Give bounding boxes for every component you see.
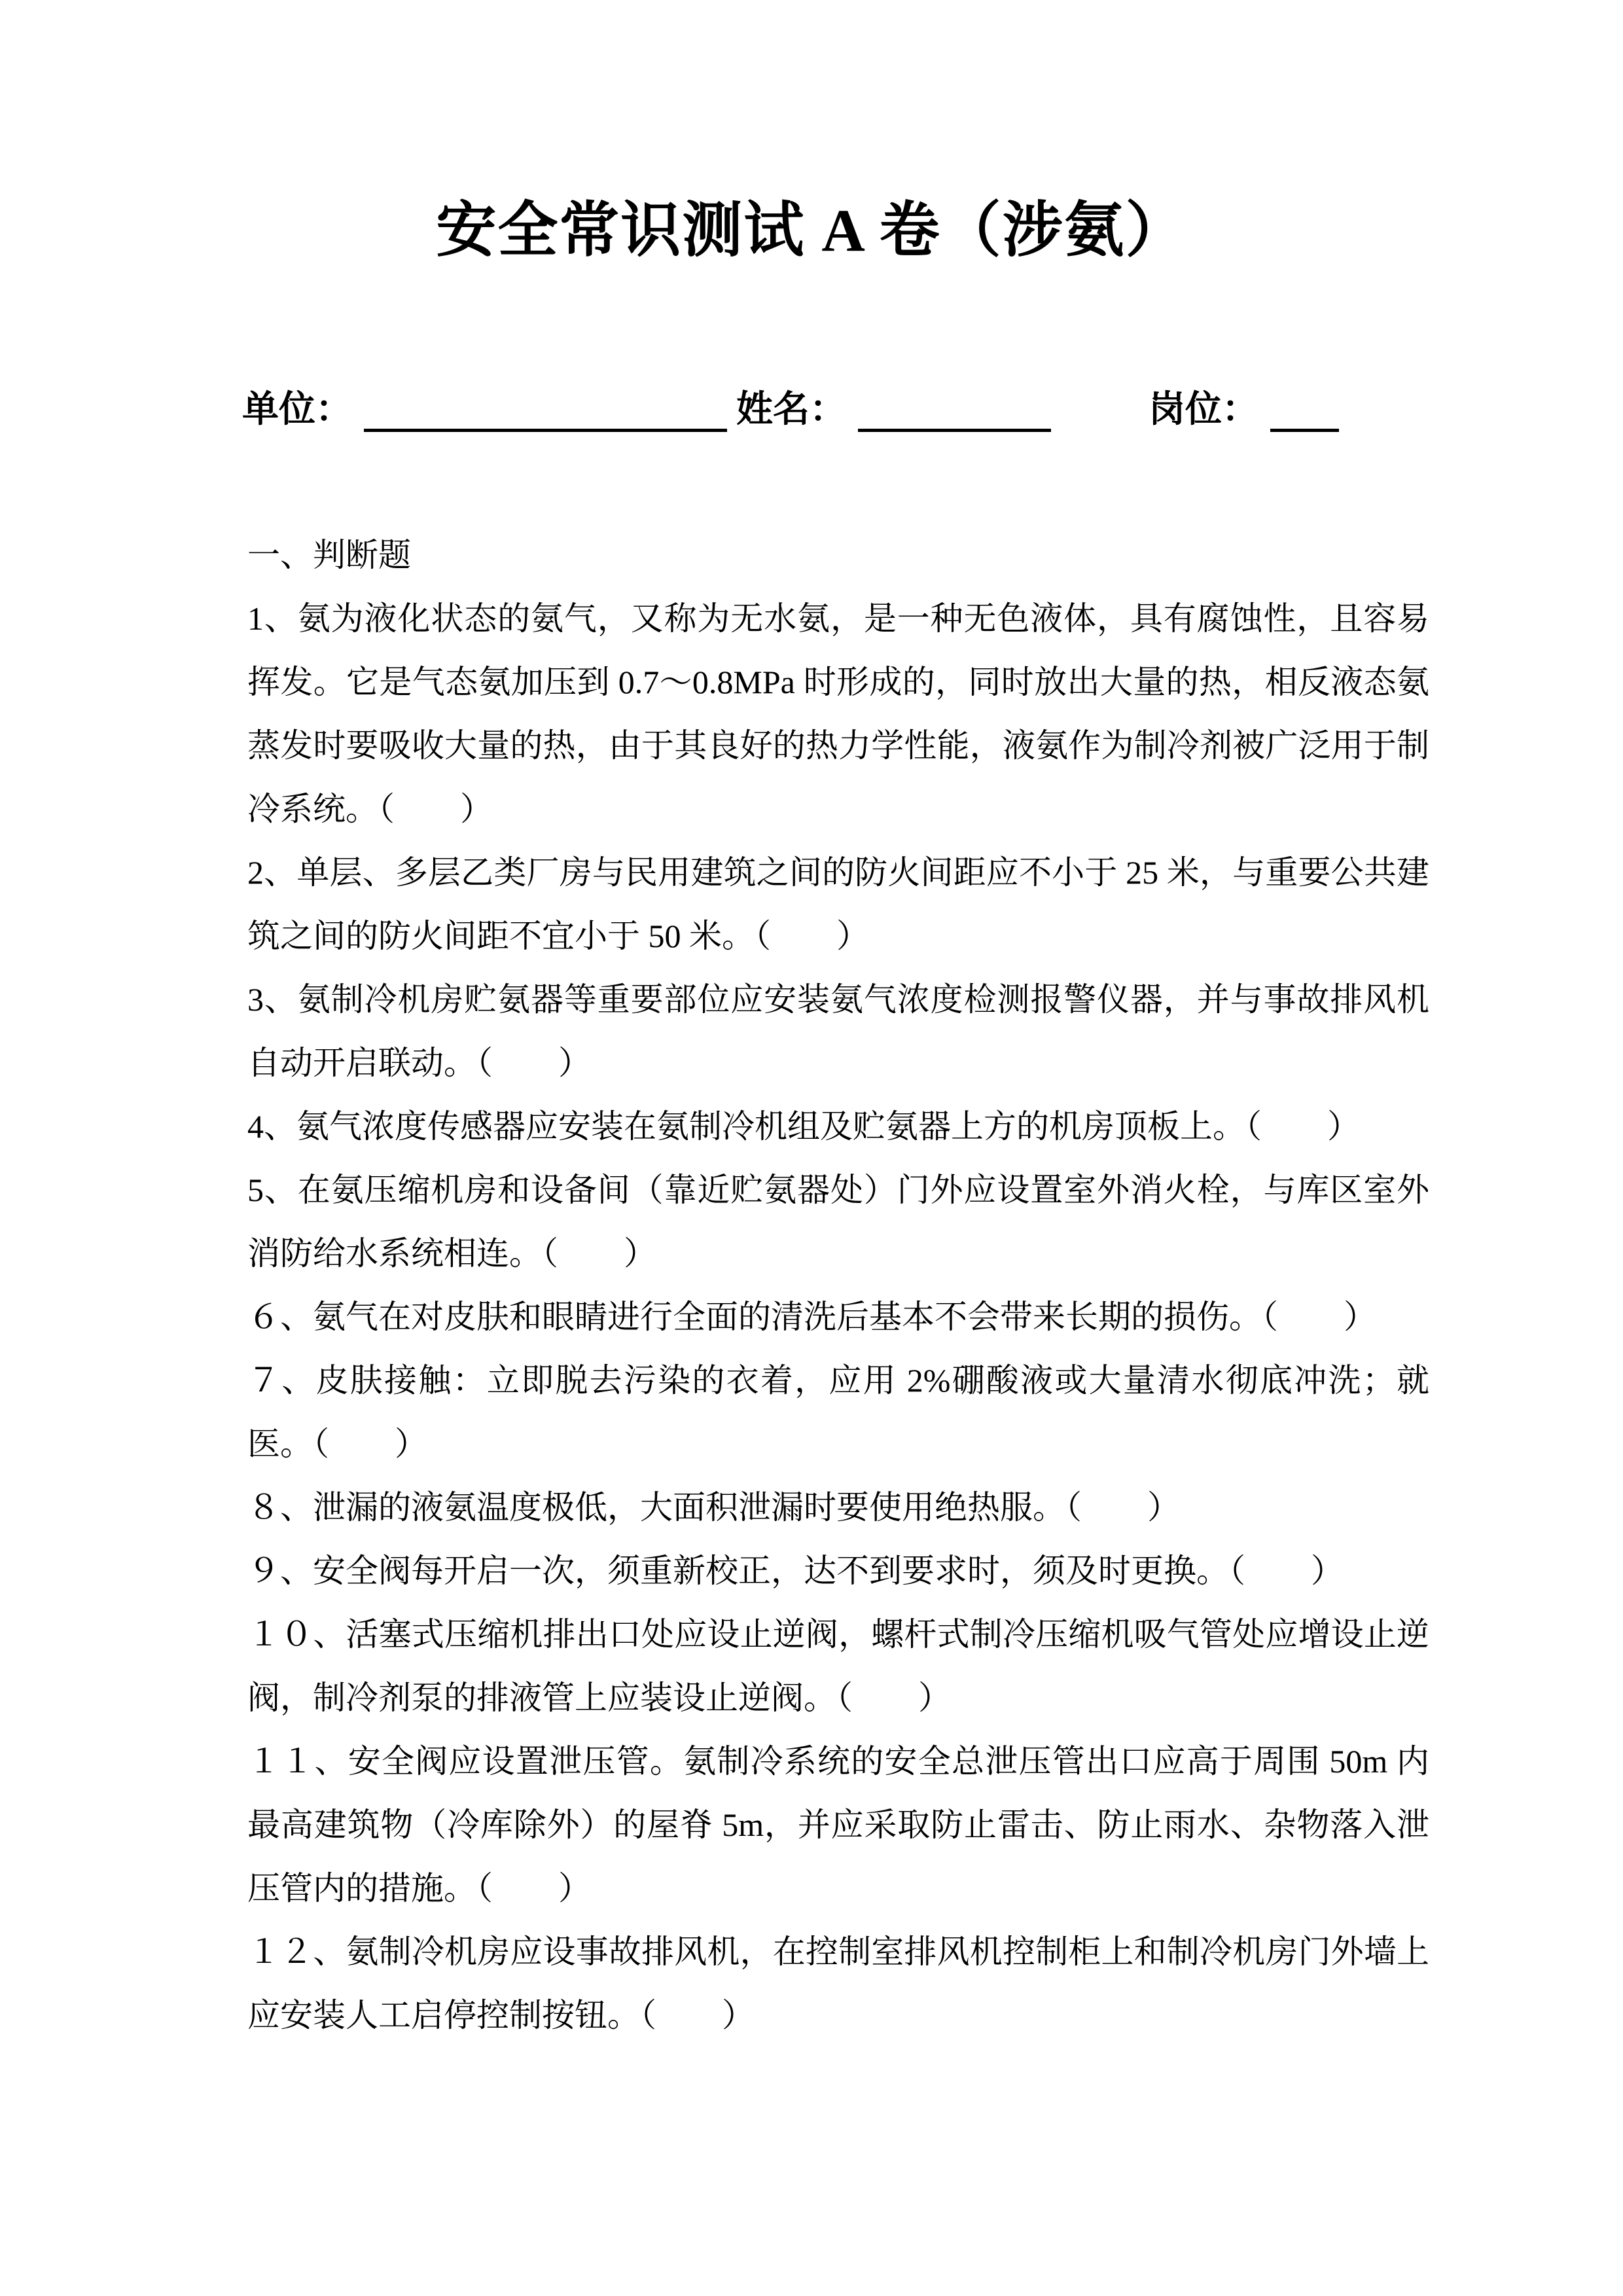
section-heading: 一、判断题: [247, 537, 411, 573]
question-10: １０、活塞式压缩机排出口处应设止逆阀，螺杆式制冷压缩机吸气管处应增设止逆阀，制冷剂泵的排液管上应装设止逆阀。（ ）: [247, 1616, 1429, 1716]
question-8: ８、泄漏的液氨温度极低，大面积泄漏时要使用绝热服。（ ）: [247, 1489, 1180, 1526]
question-11: １１、安全阀应设置泄压管。氨制冷系统的安全总泄压管出口应高于周围 50m 内最高建筑物（冷库除外）的屋脊 5m，并应采取防止雷击、防止雨水、杂物落入泄压管内的措施。（ ）: [247, 1743, 1429, 1907]
name-label: 姓名：: [736, 389, 846, 430]
question-3: 3、氨制冷机房贮氨器等重要部位应安装氨气浓度检测报警仪器，并与事故排风机自动开启联动。（ ）: [247, 981, 1429, 1081]
question-2: 2、单层、多层乙类厂房与民用建筑之间的防火间距应不小于 25 米，与重要公共建筑之间的防火间距不宜小于 50 米。（ ）: [247, 854, 1429, 954]
page-title: 安全常识测试 A 卷（涉氨）: [436, 197, 1187, 264]
name-blank-field[interactable]: [858, 429, 1051, 432]
question-5: 5、在氨压缩机房和设备间（靠近贮氨器处）门外应设置室外消火栓，与库区室外消防给水系统相连。（ ）: [247, 1172, 1429, 1272]
question-9: ９、安全阀每开启一次，须重新校正，达不到要求时，须及时更换。（ ）: [247, 1552, 1344, 1589]
position-label: 岗位：: [1149, 389, 1258, 430]
position-blank-field[interactable]: [1270, 429, 1339, 432]
unit-label: 单位：: [242, 389, 352, 430]
question-section: [247, 524, 1429, 2047]
question-7: ７、皮肤接触：立即脱去污染的衣着，应用 2%硼酸液或大量清水彻底冲洗；就医。（ ）: [247, 1362, 1429, 1462]
question-12: １２、氨制冷机房应设事故排风机，在控制室排风机控制柜上和制冷机房门外墙上应安装人工启停控制按钮。（ ）: [247, 1933, 1429, 2034]
question-1: 1、氨为液化状态的氨气，又称为无水氨，是一种无色液体，具有腐蚀性，且容易挥发。它是气态氨加压到 0.7～0.8MPa 时形成的，同时放出大量的热，相反液态氨蒸发时要吸收大量的热，由于其良好的热力学性能，液氨作为制冷剂被广泛用于制冷系统。（ ）: [247, 600, 1429, 827]
question-4: 4、氨气浓度传感器应安装在氨制冷机组及贮氨器上方的机房顶板上。（ ）: [247, 1108, 1360, 1145]
candidate-info-row: [242, 386, 1623, 433]
question-6: ６、氨气在对皮肤和眼睛进行全面的清洗后基本不会带来长期的损伤。（ ）: [247, 1299, 1376, 1335]
unit-blank-field[interactable]: [364, 429, 727, 432]
